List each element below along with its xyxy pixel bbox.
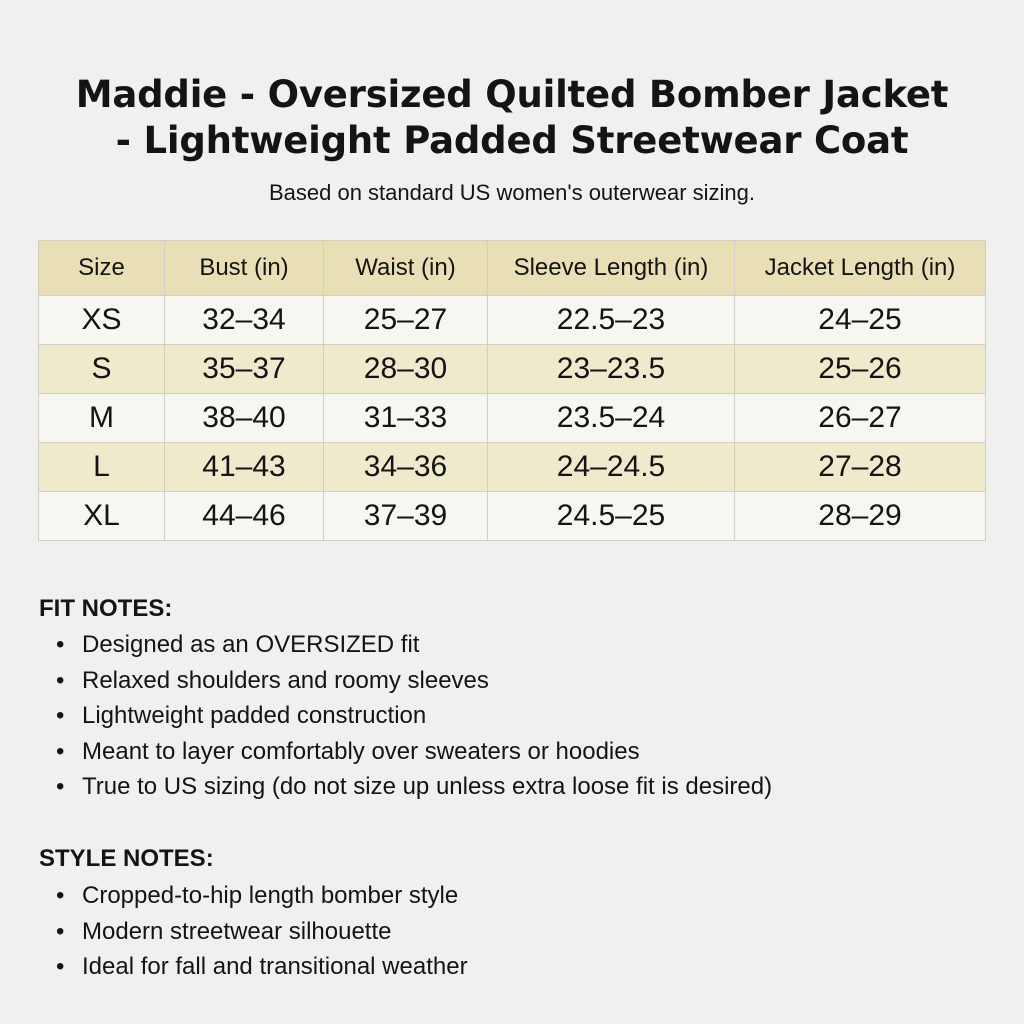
- cell-sleeve-length: 24–24.5: [488, 443, 735, 492]
- fit-note-text: Meant to layer comfortably over sweaters or hoodies: [82, 737, 640, 765]
- bullet-icon: •: [56, 702, 65, 729]
- style-note-text: Cropped-to-hip length bomber style: [82, 882, 459, 909]
- list-item: [56, 663, 772, 699]
- fit-notes-list: [56, 627, 772, 805]
- style-note-text: Modern streetwear silhouette: [82, 917, 392, 945]
- bullet-icon: •: [56, 666, 65, 694]
- cell-waist: 34–36: [324, 443, 488, 492]
- bullet-icon: •: [56, 773, 65, 800]
- column-header-waist: Waist (in): [324, 241, 488, 296]
- cell-waist: 25–27: [324, 296, 488, 345]
- cell-bust: 32–34: [165, 296, 324, 345]
- style-notes-list: [56, 878, 468, 985]
- bullet-icon: •: [56, 737, 65, 765]
- fit-note-text: Lightweight padded construction: [82, 702, 427, 729]
- list-item: [56, 878, 468, 914]
- cell-jacket-length: 27–28: [735, 443, 986, 492]
- cell-waist: 31–33: [324, 394, 488, 443]
- cell-jacket-length: 25–26: [735, 345, 986, 394]
- list-item: [56, 914, 468, 950]
- fit-note-text: Relaxed shoulders and roomy sleeves: [82, 666, 489, 694]
- column-header-size: Size: [39, 241, 165, 296]
- list-item: [56, 627, 772, 663]
- cell-size: XS: [39, 296, 165, 345]
- fit-note-text: True to US sizing (do not size up unless extra loose fit is desired): [82, 773, 773, 800]
- table-header-row: [39, 241, 986, 296]
- bullet-icon: •: [56, 882, 65, 909]
- size-chart-table: [38, 240, 986, 541]
- cell-size: M: [39, 394, 165, 443]
- cell-size: XL: [39, 492, 165, 541]
- cell-bust: 41–43: [165, 443, 324, 492]
- cell-sleeve-length: 24.5–25: [488, 492, 735, 541]
- cell-sleeve-length: 22.5–23: [488, 296, 735, 345]
- cell-sleeve-length: 23.5–24: [488, 394, 735, 443]
- list-item: [56, 949, 468, 985]
- table-row: [39, 296, 986, 345]
- bullet-icon: •: [56, 917, 65, 945]
- list-item: [56, 769, 772, 805]
- page-subtitle: Based on standard US women's outerwear sizing.: [268, 180, 755, 205]
- column-header-jacket-length: Jacket Length (in): [735, 241, 986, 296]
- cell-bust: 44–46: [165, 492, 324, 541]
- cell-size: S: [39, 345, 165, 394]
- column-header-bust: Bust (in): [165, 241, 324, 296]
- cell-jacket-length: 24–25: [735, 296, 986, 345]
- cell-jacket-length: 28–29: [735, 492, 986, 541]
- list-item: [56, 734, 772, 770]
- cell-bust: 35–37: [165, 345, 324, 394]
- style-note-text: Ideal for fall and transitional weather: [82, 953, 468, 980]
- table-row: [39, 394, 986, 443]
- cell-bust: 38–40: [165, 394, 324, 443]
- bullet-icon: •: [56, 631, 65, 658]
- cell-waist: 37–39: [324, 492, 488, 541]
- fit-notes-heading: FIT NOTES:: [39, 595, 173, 622]
- list-item: [56, 698, 772, 734]
- table-row: [39, 492, 986, 541]
- page-title-line-2: - Lightweight Padded Streetwear Coat: [115, 119, 909, 162]
- style-notes-heading: STYLE NOTES:: [39, 845, 214, 872]
- cell-size: L: [39, 443, 165, 492]
- page-title-line-1: Maddie - Oversized Quilted Bomber Jacket: [75, 73, 949, 116]
- column-header-sleeve-length: Sleeve Length (in): [488, 241, 735, 296]
- fit-note-text: Designed as an OVERSIZED fit: [82, 631, 420, 658]
- cell-jacket-length: 26–27: [735, 394, 986, 443]
- table-row: [39, 345, 986, 394]
- cell-sleeve-length: 23–23.5: [488, 345, 735, 394]
- cell-waist: 28–30: [324, 345, 488, 394]
- table-row: [39, 443, 986, 492]
- bullet-icon: •: [56, 953, 65, 980]
